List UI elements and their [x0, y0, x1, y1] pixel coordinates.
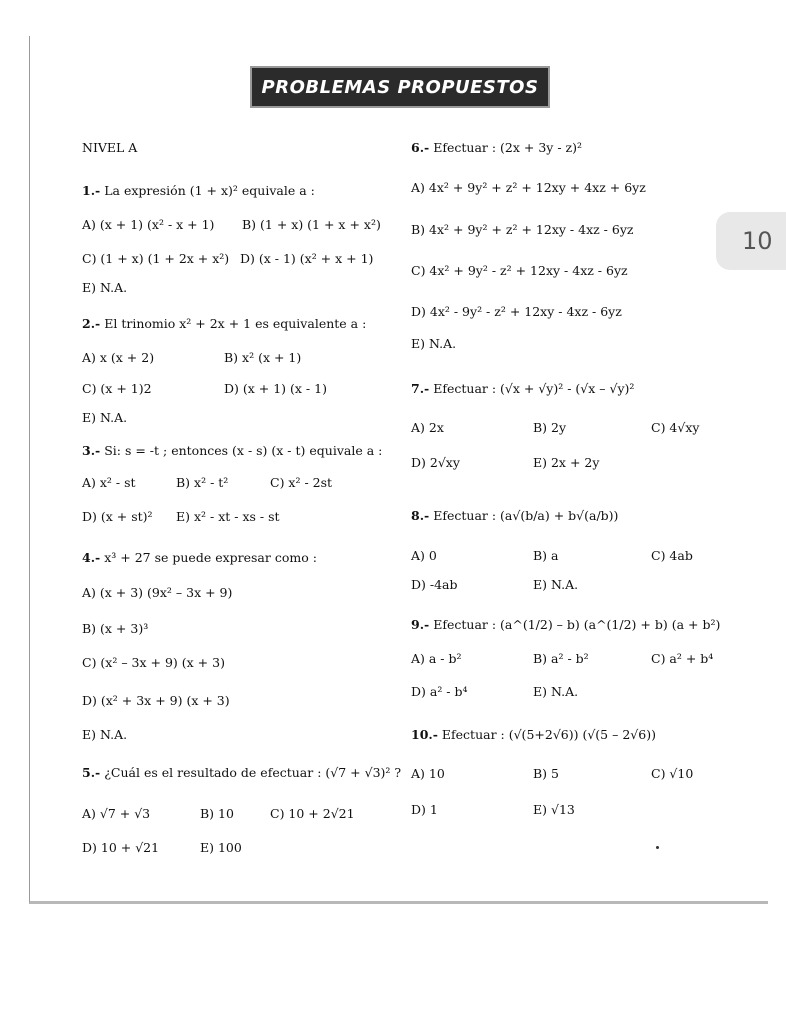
q1-option-d: D) (x - 1) (x² + x + 1) — [240, 251, 374, 266]
question-3-prompt: 3.- Si: s = -t ; entonces (x - s) (x - t) equivale a : — [82, 443, 383, 458]
q1-option-a: A) (x + 1) (x² - x + 1) — [82, 217, 215, 232]
q5-option-b: B) 10 — [200, 806, 234, 821]
q9-option-d: D) a² - b⁴ — [411, 684, 468, 699]
q10-option-e: E) √13 — [533, 802, 575, 817]
page-number-label: 10 — [742, 227, 773, 255]
q8-option-e: E) N.A. — [533, 577, 579, 592]
question-number: 3.- — [82, 443, 101, 458]
q1-option-e: E) N.A. — [82, 280, 128, 295]
page-number-tab[interactable] — [716, 212, 786, 270]
question-number: 1.- — [82, 183, 101, 198]
q4-option-c: C) (x² – 3x + 9) (x + 3) — [82, 655, 225, 670]
q6-option-b: B) 4x² + 9y² + z² + 12xy - 4xz - 6yz — [411, 222, 634, 237]
q3-option-c: C) x² - 2st — [270, 475, 333, 490]
q2-option-d: D) (x + 1) (x - 1) — [224, 381, 327, 396]
q3-option-d: D) (x + st)² — [82, 509, 153, 524]
q7-option-b: B) 2y — [533, 420, 567, 435]
q10-option-a: A) 10 — [411, 766, 445, 781]
q6-option-c: C) 4x² + 9y² - z² + 12xy - 4xz - 6yz — [411, 263, 628, 278]
q2-option-a: A) x (x + 2) — [82, 350, 155, 365]
q3-option-b: B) x² - t² — [176, 475, 229, 490]
question-number: 5.- — [82, 765, 101, 780]
q2-option-b: B) x² (x + 1) — [224, 350, 302, 365]
q10-option-c: C) √10 — [651, 766, 694, 781]
question-6-prompt: 6.- Efectuar : (2x + 3y - z)² — [411, 140, 582, 155]
question-number: 10.- — [411, 727, 438, 742]
q4-option-a: A) (x + 3) (9x² – 3x + 9) — [82, 585, 233, 600]
q5-option-e: E) 100 — [200, 840, 242, 855]
q10-option-d: D) 1 — [411, 802, 438, 817]
q9-option-b: B) a² - b² — [533, 651, 589, 666]
question-4-prompt: 4.- x³ + 27 se puede expresar como : — [82, 550, 317, 565]
question-10-prompt: 10.- Efectuar : (√(5+2√6)) (√(5 – 2√6)) — [411, 727, 656, 742]
q4-option-d: D) (x² + 3x + 9) (x + 3) — [82, 693, 230, 708]
q5-option-a: A) √7 + √3 — [82, 806, 151, 821]
title-banner — [250, 66, 550, 108]
q6-option-d: D) 4x² - 9y² - z² + 12xy - 4xz - 6yz — [411, 304, 622, 319]
question-number: 9.- — [411, 617, 430, 632]
q3-option-e: E) x² - xt - xs - st — [176, 509, 280, 524]
question-number: 4.- — [82, 550, 101, 565]
q2-option-e: E) N.A. — [82, 410, 128, 425]
page-title: PROBLEMAS PROPUESTOS — [261, 76, 539, 98]
q8-option-c: C) 4ab — [651, 548, 693, 563]
q7-option-d: D) 2√xy — [411, 455, 460, 470]
q5-option-c: C) 10 + 2√21 — [270, 806, 355, 821]
q6-option-a: A) 4x² + 9y² + z² + 12xy + 4xz + 6yz — [411, 180, 646, 195]
q9-option-c: C) a² + b⁴ — [651, 651, 714, 666]
question-9-prompt: 9.- Efectuar : (a^(1/2) – b) (a^(1/2) + b) (a + b²) — [411, 617, 721, 632]
question-number: 6.- — [411, 140, 430, 155]
q8-option-d: D) -4ab — [411, 577, 458, 592]
q7-option-e: E) 2x + 2y — [533, 455, 600, 470]
question-8-prompt: 8.- Efectuar : (a√(b/a) + b√(a/b)) — [411, 508, 619, 523]
q9-option-a: A) a - b² — [411, 651, 462, 666]
q7-option-c: C) 4√xy — [651, 420, 700, 435]
q8-option-a: A) 0 — [411, 548, 437, 563]
q7-option-a: A) 2x — [411, 420, 444, 435]
q6-option-e: E) N.A. — [411, 336, 457, 351]
q2-option-c: C) (x + 1)2 — [82, 381, 152, 396]
level-label: NIVEL A — [82, 140, 138, 155]
q9-option-e: E) N.A. — [533, 684, 579, 699]
question-2-prompt: 2.- El trinomio x² + 2x + 1 es equivalente a : — [82, 316, 367, 331]
stray-mark — [656, 846, 659, 849]
q1-option-c: C) (1 + x) (1 + 2x + x²) — [82, 251, 230, 266]
q4-option-e: E) N.A. — [82, 727, 128, 742]
q1-option-b: B) (1 + x) (1 + x + x²) — [242, 217, 381, 232]
question-5-prompt: 5.- ¿Cuál es el resultado de efectuar : (√7 + √3)² ? — [82, 765, 402, 780]
question-number: 7.- — [411, 381, 430, 396]
question-1-prompt: 1.- La expresión (1 + x)² equivale a : — [82, 183, 315, 198]
question-7-prompt: 7.- Efectuar : (√x + √y)² - (√x – √y)² — [411, 381, 635, 396]
q8-option-b: B) a — [533, 548, 559, 563]
question-number: 8.- — [411, 508, 430, 523]
q10-option-b: B) 5 — [533, 766, 559, 781]
question-number: 2.- — [82, 316, 101, 331]
q4-option-b: B) (x + 3)³ — [82, 621, 149, 636]
q5-option-d: D) 10 + √21 — [82, 840, 160, 855]
q3-option-a: A) x² - st — [82, 475, 136, 490]
